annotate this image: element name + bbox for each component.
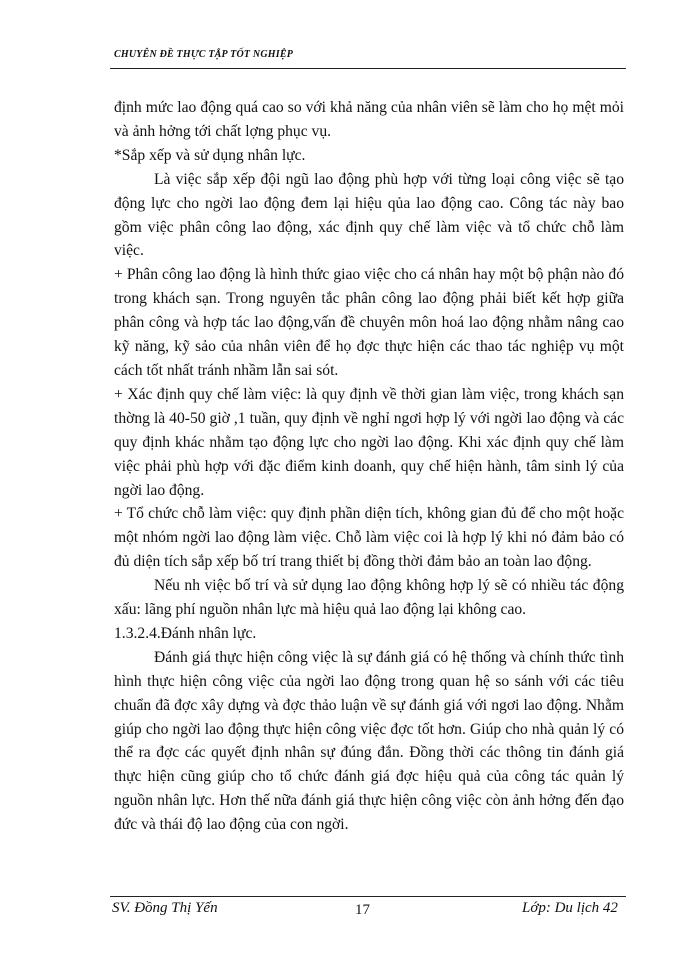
paragraph: định mức lao động quá cao so với khả năng của nhân viên sẽ làm cho họ mệt mỏi và ảnh hởng tới chất lợng phục vụ. (114, 99, 624, 140)
page-number: 17 (355, 902, 370, 918)
section-heading: 1.3.2.4.Đánh nhân lực. (114, 624, 257, 642)
footer-class: Lớp: Du lịch 42 (522, 900, 618, 916)
body-text (114, 96, 624, 837)
footer-author: SV. Đồng Thị Yến (112, 900, 218, 916)
paragraph: Nếu nh việc bố trí và sử dụng lao động không hợp lý sẽ có nhiều tác động xấu: lãng phí nguồn nhân lực mà hiệu quả lao động lại không cao. (114, 577, 624, 619)
paragraph: + Tổ chức chỗ làm việc: quy định phần diện tích, không gian đủ để cho một hoặc một nhóm ngời lao động làm việc. Chỗ làm việc coi là hợp lý khi nó đảm bảo có đủ diện tích sắp xếp bố trí trang thiết bị đồng thời đảm bảo an toàn lao động. (114, 505, 624, 571)
paragraph: *Sắp xếp và sử dụng nhân lực. (114, 146, 306, 164)
paragraph: Đánh giá thực hiện công việc là sự đánh giá có hệ thống và chính thức tình hình thực hiện công việc của ngời lao động trong quan hệ so sánh với các tiêu chuẩn đã đợc xây dựng và đợc thảo luận về sự đánh giá với ngơi lao động. Nhằm giúp cho ngời lao động thực hiện công việc đợc tốt hơn. Giúp cho nhà quản lý có thể ra đợc các quyết định nhân sự đúng đắn. Đồng thời các thông tin đánh giá thực hiện cũng giúp cho tổ chức đánh giá đợc hiệu quả của công tác quản lý nguồn nhân lực. Hơn thế nữa đánh giá thực hiện công việc còn ảnh hởng đến đạo đức và thái độ lao động của con ngời. (114, 648, 624, 834)
header-title: CHUYÊN ĐỀ THỰC TẬP TỐT NGHIỆP (114, 49, 294, 60)
header-divider (110, 68, 626, 69)
paragraph: + Phân công lao động là hình thức giao việc cho cá nhân hay một bộ phận nào đó trong khách sạn. Trong nguyên tắc phân công lao động phải biết kết hợp giữa phân công và hợp tác lao động,vấn đề chuyên môn hoá lao động nhằm nâng cao kỹ năng, kỹ sảo của nhân viên để họ đợc thực hiện các thao tác nghiệp vụ một cách tốt nhất tránh nhầm lẫn sai sót. (114, 266, 624, 379)
footer-divider (110, 896, 626, 897)
paragraph: + Xác định quy chế làm việc: là quy định về thời gian làm việc, trong khách sạn thờng là 40-50 giờ ,1 tuần, quy định về nghỉ ngơi hợp lý với ngời lao động và các quy định khác nhằm tạo động lực cho ngời lao động. Khi xác định quy chế làm việc phải phù hợp với đặc điểm kinh doanh, quy chế hiện hành, tâm sinh lý của ngời lao động. (114, 385, 624, 499)
paragraph: Là việc sắp xếp đội ngũ lao động phù hợp với từng loại công việc sẽ tạo động lực cho ngời lao động đem lại hiệu qủa lao động cao. Công tác này bao gồm việc phân công lao động, xác định quy chế làm việc và tổ chức chỗ làm việc. (114, 170, 624, 260)
